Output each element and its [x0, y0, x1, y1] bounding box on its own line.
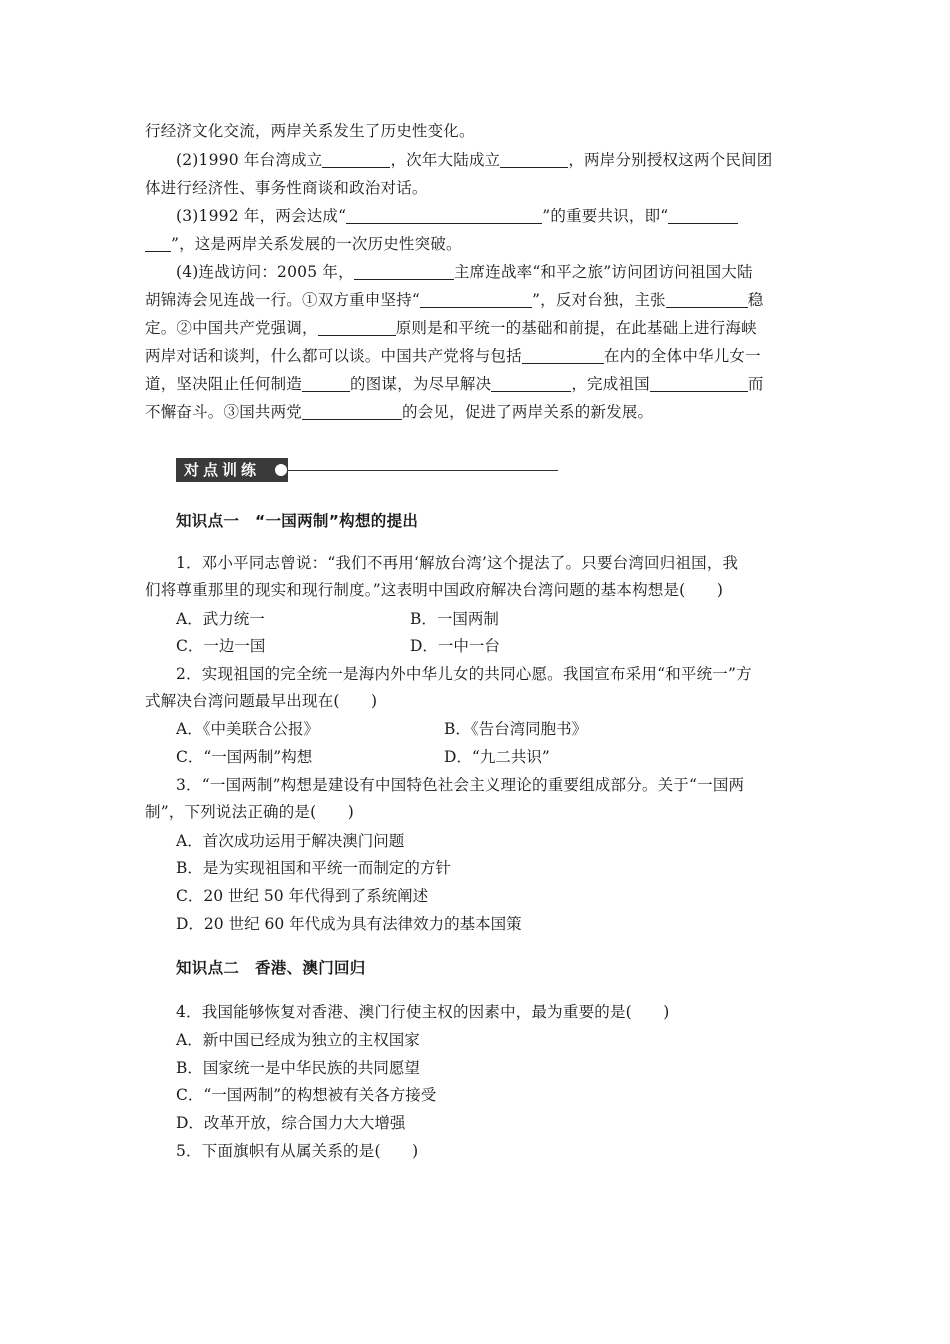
- intro-para-2-line-2: 体进行经济性、事务性商谈和政治对话。: [145, 179, 428, 197]
- question-1-option-b[interactable]: B．一国两制: [410, 610, 499, 628]
- intro-para-4-line-2: 胡锦涛会见连战一行。①双方重申坚持“ ”，反对台独，主张 稳: [145, 291, 764, 309]
- question-3-option-d[interactable]: D．20 世纪 60 年代成为具有法律效力的基本国策: [176, 915, 522, 933]
- question-1-stem-line-1: 1．邓小平同志曾说：“我们不再用‘解放台湾’这个提法了。只要台湾回归祖国，我: [176, 554, 739, 572]
- intro-para-4-line-1: (4)连战访问：2005 年， 主席连战率“和平之旅”访问团访问祖国大陆: [176, 263, 753, 281]
- knowledge-point-1-title: 知识点一 “一国两制”构想的提出: [176, 512, 419, 530]
- intro-para-3-line-2: ”，这是两岸关系发展的一次历史性突破。: [145, 234, 810, 254]
- intro-para-4-line-6: 不懈奋斗。③国共两党 的会见，促进了两岸关系的新发展。: [145, 403, 654, 421]
- question-1-option-c[interactable]: C．一边一国: [176, 637, 266, 655]
- question-4-option-c[interactable]: C．“一国两制”的构想被有关各方接受: [176, 1086, 437, 1104]
- bullet-dot-icon: [275, 464, 287, 476]
- intro-para-2-line-1: (2)1990 年台湾成立 ，次年大陆成立 ，两岸分别授权这两个民间团: [176, 151, 773, 169]
- blank: [666, 292, 748, 308]
- question-1-stem-line-2: 们将尊重那里的现实和现行制度。”这表明中国政府解决台湾问题的基本构想是( ): [145, 581, 724, 599]
- question-3-option-b[interactable]: B．是为实现祖国和平统一而制定的方针: [176, 859, 451, 877]
- intro-para-4-line-5: 道，坚决阻止任何制造 的图谋，为尽早解决 ，完成祖国 而: [145, 375, 764, 393]
- blank: [318, 320, 396, 336]
- blank: [145, 236, 171, 252]
- blank: [650, 376, 748, 392]
- blank: [354, 264, 454, 280]
- question-4-option-d[interactable]: D．改革开放，综合国力大大增强: [176, 1114, 406, 1132]
- question-2-stem-line-2: 式解决台湾问题最早出现在( ): [145, 692, 378, 710]
- blank: [491, 376, 571, 392]
- question-2-option-b[interactable]: B．《告台湾同胞书》: [444, 720, 588, 738]
- section-header: [176, 458, 558, 482]
- blank: [302, 404, 402, 420]
- question-3-stem-line-1: 3．“一国两制”构想是建设有中国特色社会主义理论的重要组成部分。关于“一国两: [176, 776, 745, 794]
- intro-para-4-line-4: 两岸对话和谈判，什么都可以谈。中国共产党将与包括 在内的全体中华儿女一: [145, 347, 761, 365]
- question-4-stem: 4．我国能够恢复对香港、澳门行使主权的因素中，最为重要的是( ): [176, 1003, 670, 1021]
- intro-line-1: 行经济文化交流，两岸关系发生了历史性变化。: [145, 122, 475, 140]
- question-4-option-a[interactable]: A．新中国已经成为独立的主权国家: [176, 1031, 420, 1049]
- question-3-stem-line-2: 制”，下列说法正确的是( ): [145, 803, 355, 821]
- blank: [420, 292, 532, 308]
- question-3-option-a[interactable]: A．首次成功运用于解决澳门问题: [176, 832, 405, 850]
- knowledge-point-2-title: 知识点二 香港、澳门回归: [176, 959, 366, 977]
- question-1-option-d[interactable]: D．一中一台: [410, 637, 500, 655]
- blank: [322, 152, 390, 168]
- blank: [346, 208, 542, 224]
- section-label: 对点训练: [176, 458, 288, 482]
- question-1-option-a[interactable]: A．武力统一: [176, 610, 265, 628]
- intro-para-4-line-3: 定。②中国共产党强调， 原则是和平统一的基础和前提，在此基础上进行海峡: [145, 319, 757, 337]
- question-2-option-d[interactable]: D．“九二共识”: [444, 748, 550, 766]
- blank: [668, 208, 738, 224]
- question-2-option-c[interactable]: C．“一国两制”构想: [176, 748, 313, 766]
- blank: [302, 376, 350, 392]
- blank: [522, 348, 604, 364]
- question-2-option-a[interactable]: A．《中美联合公报》: [176, 720, 319, 738]
- question-2-stem-line-1: 2．实现祖国的完全统一是海内外中华儿女的共同心愿。我国宣布采用“和平统一”方: [176, 665, 752, 683]
- question-3-option-c[interactable]: C．20 世纪 50 年代得到了系统阐述: [176, 887, 429, 905]
- question-5-stem: 5．下面旗帜有从属关系的是( ): [176, 1142, 419, 1160]
- blank: [500, 152, 568, 168]
- question-4-option-b[interactable]: B．国家统一是中华民族的共同愿望: [176, 1059, 420, 1077]
- section-divider: [288, 470, 558, 471]
- intro-para-3-line-1: (3)1992 年，两会达成“ ”的重要共识，即“: [176, 206, 810, 226]
